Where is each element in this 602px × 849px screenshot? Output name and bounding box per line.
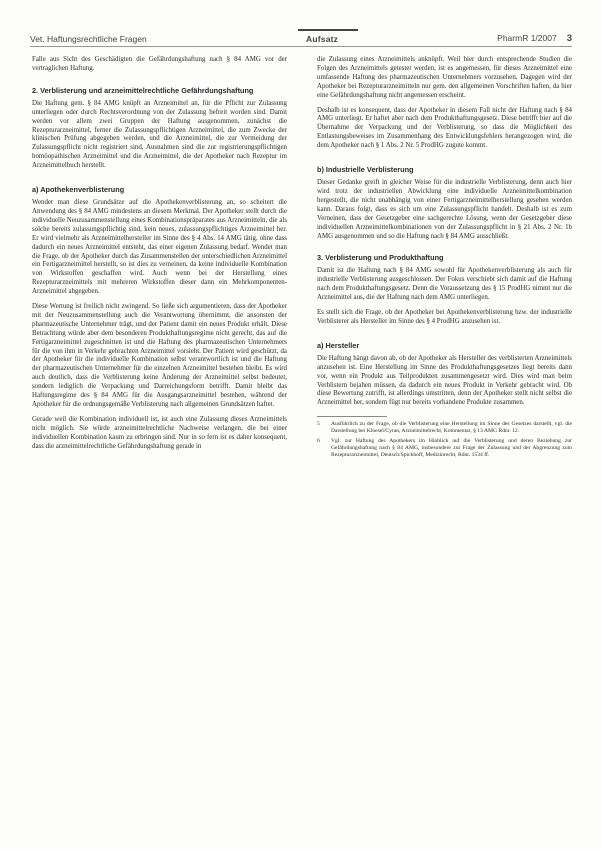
header-rule [30,46,572,47]
footnote [317,421,572,435]
subsection-heading: b) Industrielle Verblisterung [317,165,414,175]
subsection-heading: a) Apothekenverblisterung [32,185,125,195]
header-section-label: Aufsatz [306,34,339,44]
paragraph: Damit ist die Haftung nach § 84 AMG sowohl für Apothekenverblisterung als auch für industrielle Verblisterung ausgeschlossen. Der Fokus verschiebt sich damit auf die Haftung nach dem Produkthaftungsgesetz. Denn die Voraussetzung des § 15 ProdHG nimmt nur die Arzneimittel aus, die der Haftung nach dem AMG unterliegen. [317,267,572,302]
header-issue [497,33,572,44]
page-number: 3 [566,33,572,44]
subsection-heading: a) Hersteller [317,340,360,350]
header-left-title: Vet. Haftungsrechtliche Fragen [30,34,147,44]
paragraph: Falle aus Sicht des Geschädigten die Gefährdungshaftung nach § 84 AMG vor der vertraglichen Haftung. [32,56,287,72]
header-issue-label: PharmR 1/2007 [497,33,557,43]
footnote-text: Vgl. zur Haftung des Apothekers im Hinblick auf die Verblisterung und deren Beziehung zur Gefährdungshaftung nach § 84 AMG, insbesondere zur Frage der Zulassung und der Abgrenzung zum Rezepturarzneimittel, Deutsch/Spickhoff, Medizinrecht, Rdnr. 1534 ff. [331,438,572,459]
paragraph: Dieser Gedanke greift in gleicher Weise für die industrielle Verblisterung, denn auch hier wird trotz der industriellen Abwicklung eine individuelle Arzneimittelkombination hergestellt, die nicht unabhängig von einer Fertigarzneimittelherstellung gesehen werden kann. Daraus folgt, dass es sich um eine Zulassungspflicht handelt. Deshalb ist es zum Verneinen, dass der Gesetzgeber eine sachgerechte Lösung, wenn der Gesetzgeber diese individuellen Arzneimittelkombinationen von der Zulassungspflicht in § 21 Abs. 2 Nr. 1b AMG ausgenommen und so die Haftung nach § 84 AMG ausschließt. [317,179,572,240]
paragraph: Deshalb ist es konsequent, dass der Apotheker in diesem Fall nicht der Haftung nach § 84 AMG unterliegt. Er haftet aber nach dem Produkthaftungsgesetz. Diese betrifft hier auf die Übernahme der Verpackung und der Verblisterung, so dass die Möglichkeit des Entlastungsbeweises im Zusammenhang des Entwicklungsfehlers herangezogen wird, die dem Apotheker nach § 1 Abs. 2 Nr. 5 ProdHG zugute kommt. [317,106,572,150]
footnote-rule [317,416,387,417]
right-column [317,56,572,462]
left-column [32,56,287,458]
section-heading: 2. Verblisterung und arzneimittelrechtliche Gefährdungshaftung [32,85,254,95]
footnote-number: 5 [317,421,320,428]
footnote-number: 6 [317,438,320,445]
paragraph: Die Haftung hängt davon ab, ob der Apotheker als Hersteller des verblisterten Arzneimittels anzusehen ist. Eine Herstellung im Sinne des Produkthaftungsgesetzes liegt bereits dann vor, wenn ein Produkt aus Teilprodukten zusammengesetzt wird. Dies wird man beim Verblistern bejahen müssen, da dadurch ein neues Produkt in Verkehr gebracht wird. Ob diese Bewertung zutrifft, ist allerdings umstritten, denn der Apotheker stellt nicht selbst die Arzneimittel her, sondern fügt nur bereits vorhandene Produkte zusammen. [317,354,572,407]
footnote [317,438,572,459]
section-heading: 3. Verblisterung und Produkthaftung [317,253,444,263]
paragraph: Die Haftung gem. § 84 AMG knüpft an Arzneimittel an, für die Pflicht zur Zulassung unterliegen oder durch Rechtsverordnung von der Zulassung befreit worden sind. Damit werden vor allem zwei Gruppen der Haftung ausgenommen, zunächst die Rezepturarzneimittel, ferner die Zulassungspflichtigen Arzneimittel, die zum Zwecke der klinischen Prüfung abgegeben werden, und die Arzneimittel, die zur Vermeidung der Zulassungspflicht nicht registriert sind, Ausnahmen sind die zur registrierungspflichtigen homöopathischen Arzneimittel und die Arzneimittel, die der Apotheker nach Rezeptur im Arzneimittelbuch herstellt. [32,99,287,170]
running-header [30,32,572,46]
footnote-text: Ausführlich zu der Frage, ob die Verblisterung eine Herstellung im Sinne des Gesetzes darstellt, vgl. die Darstellung bei Kloesel/Cyran, Arzneimittelrecht, Kommentar, § 13 AMG Rdnr. 12. [331,421,572,435]
paragraph: Gerade weil die Kombination individuell ist, ist auch eine Zulassung dieses Arzneimittels nicht möglich. Sie würde arzneimittelrechtliche Nachweise verlangen, die bei einer individuellen Kombination kaum zu erbringen sind. Nur in so fern ist es daher konsequent, dass die arzneimittelrechtliche Gefährdungshaftung gerade in [32,415,287,450]
paragraph: Wendet man diese Grundsätze auf die Apothekenverblisterung an, so scheitert die Anwendung des § 84 AMG mindestens an diesem Merkmal. Der Apotheker stellt durch die individuelle Neuzusammenstellung eines Kombinationspräparates aus Arzneimitteln, die als solche bereits zulassungspflichtig sind, kein neues, zulassungspflichtiges Arzneimittel her. Er wird vielmehr als Arzneimittelhersteller im Sinne des § 4 Abs. 14 AMG tätig, ohne dass dadurch ein neues Arzneimittel entsteht, das einer eigenen Zulassung bedarf. Wendet man die Frage, ob der Apotheker durch das Zusammenstellen der unterschiedlichen Arzneimittel ein Fertigarzneimittel herstellt, so ist dies zu verneinen, da keine individuelle Kombination von Wirkstoffen geschaffen wird. Auch wenn bei der Herstellung eines Rezepturarzneimittels mit mehreren Wirkstoffen dieser dann ein Mehrkomponenten-Arzneimittel abgegeben. [32,199,287,296]
paragraph: die Zulassung eines Arzneimittels anknüpft. Weil hier durch entsprechende Studien die Folgen des Arzneimittels getestet werden, ist es angemessen, für dieses Arzneimittel eine umfassende Haftung des pharmazeutischen Unternehmers vorzusehen. Dagegen wird der Apotheker bei Rezepturarzneimitteln nur gem. den allgemeinen Vorschriften haften, da hier eine Gefährdungshaftung nicht angemessen erscheint. [317,56,572,99]
paragraph: Diese Wertung ist freilich nicht zwingend. So ließe sich argumentieren, dass der Apotheker mit der Neuzusammenstellung auch die Verantwortung übernimmt, die ansonsten der pharmazeutische Unternehmer trägt, und der Patient damit ein neues Produkt erhält. Diese Betrachtung würde aber dem besonderen Produkthaftungsregime nicht gerecht, das auf die Fertigarzneimittel zugeschnitten ist und die Haftung des pharmazeutischen Unternehmers für die von ihm in Verkehr gebrachten Arzneimittel vorsieht. Der Patient wird geschützt, da der Apotheker für die individuelle Kombination selbst verantwortlich ist und die Haftung der pharmazeutischen Unternehmer für die einzelnen Arzneimittel bestehen bleibt. Es wird auch deutlich, dass die Verblisterung keine Änderung der Arzneimittel selbst bedeutet, sondern lediglich die Verpackung und Darreichungsform betrifft. Damit bleibt das Haftungsregime des § 84 AMG für die Ausgangsarzneimittel bestehen, während der Apotheker für die ordnungsgemäße Verblisterung nach allgemeinen Grundsätzen haftet. [32,303,287,408]
paragraph: Es stellt sich die Frage, ob der Apotheker bei Apothekenverblisterung bzw. der industrielle Verblisterer als Hersteller im Sinne des § 4 ProdHG anzusehen ist. [317,309,572,325]
header-accent-bar [298,29,358,31]
